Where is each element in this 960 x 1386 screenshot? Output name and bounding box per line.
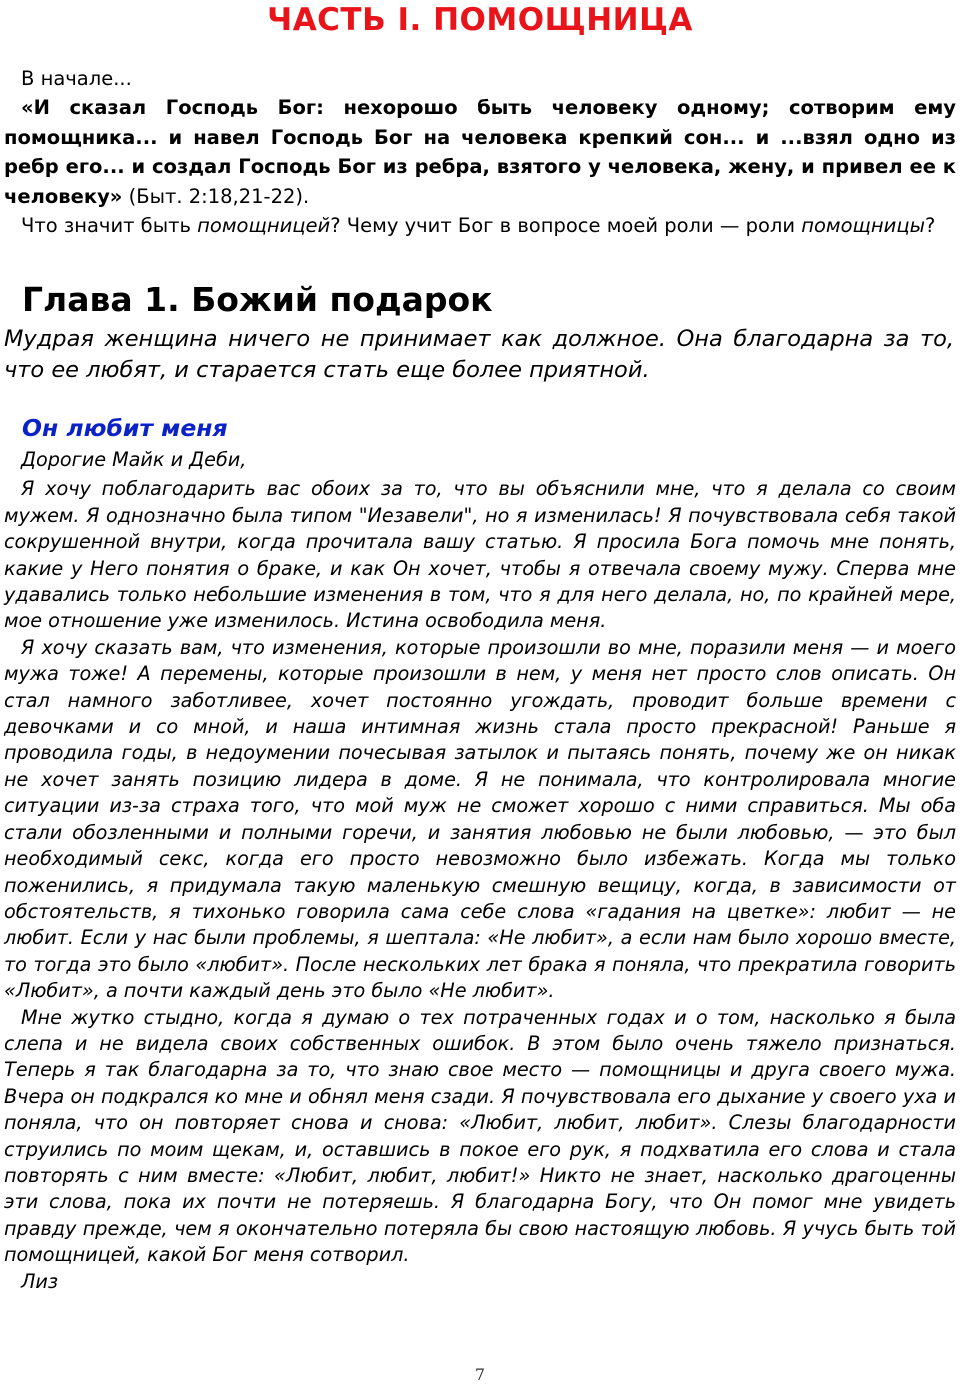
letter-greeting: Дорогие Майк и Деби,: [21, 448, 247, 471]
letter-signature: Лиз: [21, 1269, 59, 1293]
part-title: ЧАСТЬ I. ПОМОЩНИЦА: [267, 2, 693, 38]
scripture-reference: (Быт. 2:18,21-22).: [122, 184, 310, 208]
letter-paragraph: Я хочу поблагодарить вас обоих за то, что вы объяснили мне, что я делала со своим мужем. Я однозначно была типом "Иезавели", но я изменилась! Я почувствовала себя такой сокрушенной внутри, когда прочитала вашу статью. Я просила Бога помочь мне понять, какие у Него понятия о браке, и как Он хочет, чтобы я отвечала своему мужу. Сперва мне удавались только небольшие изменения в том, что я для него делала, но, по крайней мере, мое отношение уже изменилось. Истина освободила меня.: [4, 477, 956, 633]
chapter-title: Глава 1. Божий подарок: [22, 280, 493, 319]
section-title: Он любит меня: [22, 414, 228, 442]
intro-question: [4, 211, 956, 240]
page-number: 7: [474, 1365, 486, 1384]
scripture-quote: [4, 93, 956, 211]
question-emphasis: помощницы: [801, 214, 925, 238]
intro-block: [4, 64, 956, 240]
question-part: ?: [925, 214, 936, 238]
question-part: ? Чему учит Бог в вопросе моей роли — роли: [330, 214, 802, 238]
intro-opening: В начале...: [21, 67, 132, 90]
letter-paragraph: Мне жутко стыдно, когда я думаю о тех потраченных годах и о том, насколько я была слепа и не видела своих собственных ошибок. В этом было очень тяжело признаться. Теперь я так благодарна за то, что знаю свое место — помощницы и друга своего мужа. Вчера он подкрался ко мне и обнял меня сзади. Я почувствовала его дыхание у своего уха и поняла, что он повторяет снова и снова: «Любит, любит, любит». Слезы благодарности струились по моим щекам, и, оставшись в покое его рук, я подхватила его слова и стала повторять с ним вместе: «Любит, любит, любит!» Никто не знает, насколько драгоценны эти слова, пока их почти не потеряешь. Я благодарна Богу, что Он помог мне увидеть правду прежде, чем я окончательно потеряла бы свою настоящую любовь. Я учусь быть той помощницей, какой Бог меня сотворил.: [4, 1005, 956, 1267]
letter-body: [4, 447, 956, 1295]
letter-paragraph: Я хочу сказать вам, что изменения, которые произошли во мне, поразили меня — и моего мужа тоже! А перемены, которые произошли в нем, у меня нет просто слов описать. Он стал намного заботливее, хочет постоянно угождать, проводит больше времени с девочками и со мной, и наша интимная жизнь стала просто прекрасной! Раньше я проводила годы, в недоумении почесывая затылок и пытаясь понять, почему же он никак не хочет занять позицию лидера в доме. Я не понимала, что контролировала многие ситуации из-за страха того, что мой муж не сможет хорошо с ними справиться. Мы оба стали обозленными и полными горечи, и занятия любовью не были любовью, — это был необходимый секс, когда его просто невозможно было избежать. Когда мы только поженились, я придумала такую маленькую смешную вещицу, когда, в зависимости от обстоятельств, я тихонько говорила сама себе слова «гадания на цветке»: любит — не любит. Если у нас были проблемы, я шептала: «Не любит», а если нам было хорошо вместе, то тогда это было «любит». После нескольких лет брака я поняла, что прекратила говорить «Любит», а почти каждый день это было «Не любит».: [4, 635, 956, 1003]
scripture-quote-text: «И сказал Господь Бог: нехорошо быть человеку одному; сотворим ему помощника... и навел Господь Бог на человека крепкий сон... и ...взял одно из ребр его... и создал Господь Бог из ребра, взятого у человека, жену, и привел ее к человеку»: [4, 96, 956, 208]
question-emphasis: помощницей: [197, 214, 331, 238]
chapter-epigraph: Мудрая женщина ничего не принимает как должное. Она благодарна за то, что ее любят, и старается стать еще более приятной.: [4, 326, 954, 383]
question-part: Что значит быть: [21, 214, 198, 238]
